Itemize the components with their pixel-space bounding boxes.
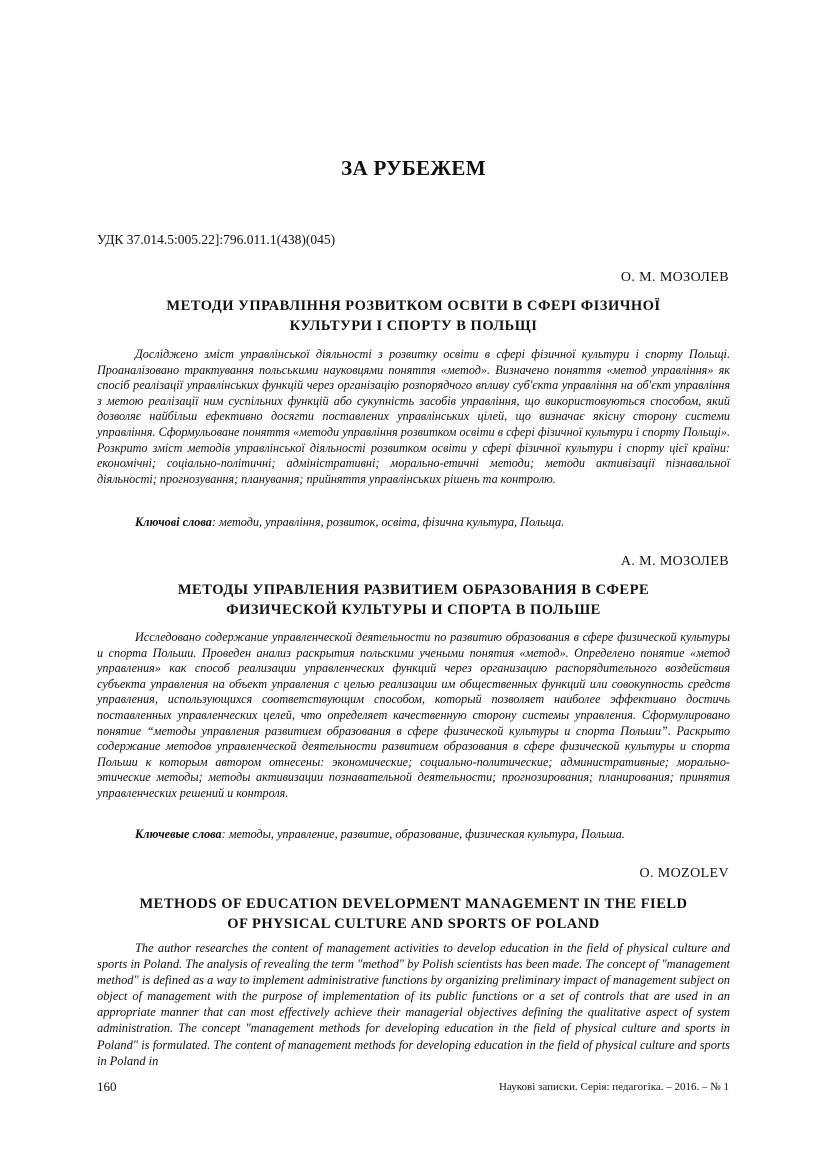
- keywords-label: Ключевые слова: [135, 827, 222, 841]
- section-title: ЗА РУБЕЖЕМ: [341, 156, 486, 180]
- author-ru: А. М. МОЗОЛЕВ: [620, 554, 729, 569]
- abstract-uk: Досліджено зміст управлінської діяльності з розвитку освіти в сфері фізичної культури і спорту Польщі. Проаналізовано трактування польськими науковцями поняття «метод». Визначено поняття «метод управління» як спосіб реалізації управлінських функцій через організацію розпорядчого впливу суб'єкта управління на об'єкт управління з метою реалізації ним суспільних функцій або сукупність засобів управління, що використовуються способом, який дозволяє найбільш ефективно досягти поставлених управлінських цілей, що визначає якісну сторону системи управління. Сформульоване поняття «методи управління розвитком освіти в сфері фізичної культури і спорту Польщі». Розкрито зміст методів управлінської діяльності розвитком освіти у сфері фізичної культури і спорту цієї країни: економічні; соціально-політичні; адміністративні; морально-етичні методи; методи активізації пізнавальної діяльності; прогнозування; планування; прийняття управлінських рішень та контролю.: [97, 347, 730, 486]
- title-line: КУЛЬТУРИ І СПОРТУ В ПОЛЬЩІ: [289, 318, 538, 334]
- article-title-ru: [97, 580, 730, 620]
- keywords-ru: [135, 826, 730, 842]
- article-title-en: [97, 894, 730, 934]
- title-line: METHODS OF EDUCATION DEVELOPMENT MANAGEMENT IN THE FIELD: [139, 896, 688, 912]
- page-number: 160: [97, 1079, 117, 1094]
- article-title-uk: [97, 296, 730, 336]
- author-en: O. MOZOLEV: [639, 866, 729, 881]
- title-line: МЕТОДИ УПРАВЛІННЯ РОЗВИТКОМ ОСВІТИ В СФЕРІ ФІЗИЧНОЇ: [166, 298, 661, 314]
- keywords-label: Ключові слова: [135, 515, 212, 529]
- journal-footer: Наукові записки. Серія: педагогіка. – 2016. – № 1: [498, 1081, 729, 1093]
- title-line: ФИЗИЧЕСКОЙ КУЛЬТУРЫ И СПОРТА В ПОЛЬШЕ: [226, 602, 601, 618]
- abstract-en: The author researches the content of management activities to develop education in the field of physical culture and sports in Poland. The analysis of revealing the term "method" by Polish scientists has been made. The concept of "management method" is defined as a way to implement administrative functions by organizing preliminary impact of management subject on object of management with the purpose of implementation of its public functions or a set of controls that are used in an appropriate manner that can most effectively achieve their managerial objectives defining the qualitative aspect of system administration. The concept "management methods for developing education in the field of physical culture and sports in Poland" is formulated. The content of management methods for developing education in the field of physical culture and sports in Poland in: [97, 941, 730, 1068]
- abstract-ru: Исследовано содержание управленческой деятельности по развитию образования в сфере физической культуры и спорта Польши. Проведен анализ раскрытия польскими учеными понятия «метод». Определено понятие «метод управления» как способ реализации управленческих функций через организацию распорядительного воздействия субъекта управления на объект управления с целью реализации им общественных функций или совокупность средств управления, использующихся соответствующим способом, который позволяет наиболее эффективно достичь поставленных управленческих целей, что определяет качественную сторону системы управления. Сформулировано понятие “методы управления развитием образования в сфере физической культуры и спорта Польши”. Раскрыто содержание методов управленческой деятельности развитием образования в сфере физической культуры и спорта Польши к которым автором отнесены: экономические; социально-политические; административные; морально-этические методы; методы активизации познавательной деятельности; прогнозирования; планирования; принятия управленческих решений и контроля.: [97, 630, 730, 800]
- title-line: МЕТОДЫ УПРАВЛЕНИЯ РАЗВИТИЕМ ОБРАЗОВАНИЯ В СФЕРЕ: [177, 582, 650, 598]
- udk-code: УДК 37.014.5:005.22]:796.011.1(438)(045): [97, 232, 336, 247]
- keywords-list: : методи, управління, розвиток, освіта, фізична культура, Польща.: [211, 515, 565, 529]
- keywords-uk: [135, 514, 730, 530]
- author-uk: О. М. МОЗОЛЕВ: [620, 270, 729, 285]
- title-line: OF PHYSICAL CULTURE AND SPORTS OF POLAND: [227, 916, 600, 932]
- keywords-list: : методы, управление, развитие, образование, физическая культура, Польша.: [221, 827, 625, 841]
